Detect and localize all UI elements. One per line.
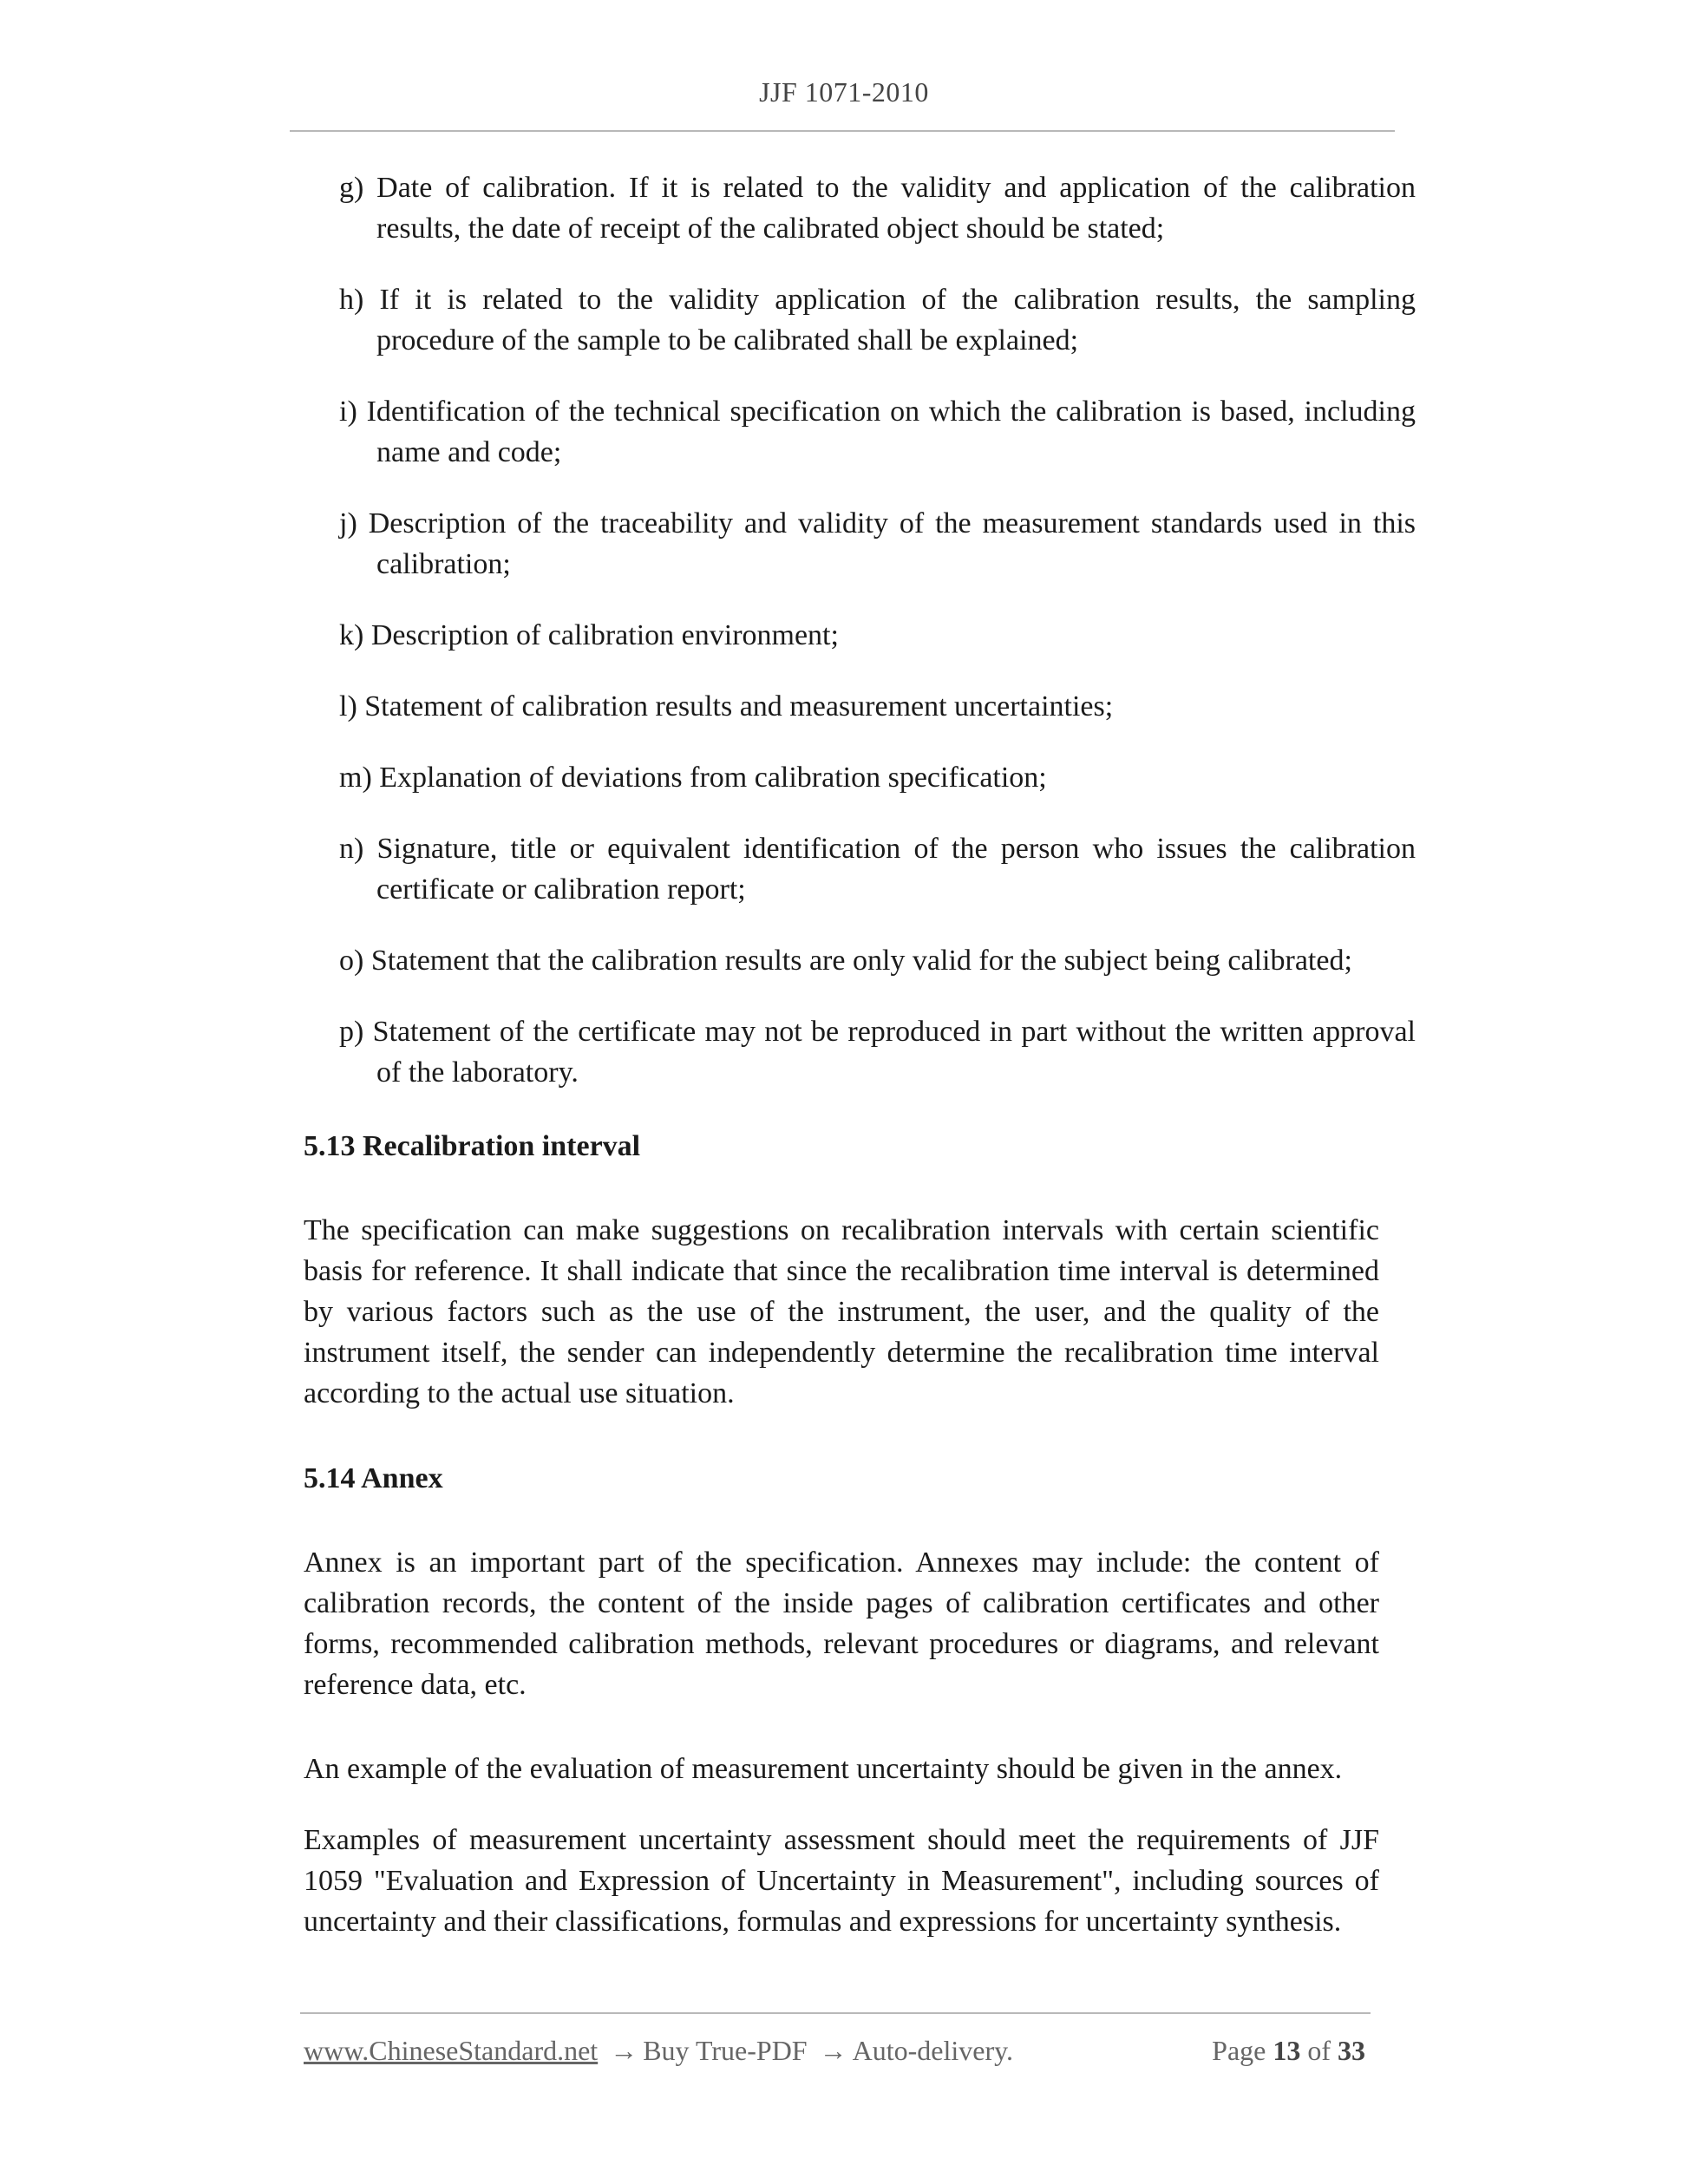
list-item-n: n) Signature, title or equivalent identification of the person who issues the calibration certificate or calibration report; [339, 833, 1416, 906]
list-item-g: g) Date of calibration. If it is related to the validity and application of the calibration results, the date of receipt of the calibrated object should be stated; [339, 172, 1416, 245]
requirements-list [339, 167, 1416, 1123]
list-item-o: o) Statement that the calibration results are only valid for the subject being calibrated; [339, 945, 1352, 977]
list-item-p: p) Statement of the certificate may not be reproduced in part without the written approval of the laboratory. [339, 1016, 1416, 1089]
annex-paragraph-2: An example of the evaluation of measurement uncertainty should be given in the annex. [304, 1753, 1343, 1785]
arrow-right-icon: → [610, 2035, 638, 2066]
list-item-j: j) Description of the traceability and validity of the measurement standards used in this calibration; [339, 507, 1416, 580]
page-label: Page [1212, 2035, 1266, 2066]
list-item-i: i) Identification of the technical specification on which the calibration is based, including name and code; [339, 396, 1416, 468]
list-item-m: m) Explanation of deviations from calibration specification; [339, 762, 1047, 794]
of-label: of [1307, 2035, 1331, 2066]
footer-promo [304, 2031, 1013, 2070]
annex-paragraph-3: Examples of measurement uncertainty assessment should meet the requirements of JJF 1059 "Evaluation and Expression of Uncertainty in Measurement", including sources of uncertainty and their classifications, formulas and expressions for uncertainty synthesis. [304, 1824, 1379, 1938]
section-heading-annex: 5.14 Annex [304, 1462, 443, 1494]
list-item-k: k) Description of calibration environment; [339, 619, 839, 651]
list-item-h: h) If it is related to the validity application of the calibration results, the sampling procedure of the sample to be calibrated shall be explained; [339, 284, 1416, 356]
delivery-text: Auto-delivery. [852, 2035, 1014, 2066]
list-item-l: l) Statement of calibration results and measurement uncertainties; [339, 690, 1114, 723]
current-page-number: 13 [1273, 2035, 1301, 2066]
total-pages-number: 33 [1338, 2035, 1365, 2066]
running-header-title: JJF 1071-2010 [759, 76, 929, 108]
footer-divider [300, 2012, 1371, 2014]
header-divider [290, 130, 1395, 132]
arrow-right-icon: → [819, 2035, 847, 2066]
recalibration-paragraph: The specification can make suggestions on recalibration intervals with certain scientific basis for reference. It shall indicate that since the recalibration time interval is determined by various factors such as the use of the instrument, the user, and the quality of the instrument itself, the sender can independently determine the recalibration time interval according to the actual use situation. [304, 1214, 1379, 1409]
annex-paragraph-1: Annex is an important part of the specification. Annexes may include: the content of calibration records, the content of the inside pages of calibration certificates and other forms, recommended calibration methods, relevant procedures or diagrams, and relevant reference data, etc. [304, 1546, 1379, 1701]
buy-text: Buy True-PDF [643, 2035, 808, 2066]
page-indicator [1212, 2031, 1365, 2070]
section-heading-recalibration-interval: 5.13 Recalibration interval [304, 1130, 641, 1162]
website-link[interactable]: www.ChineseStandard.net [304, 2035, 599, 2066]
